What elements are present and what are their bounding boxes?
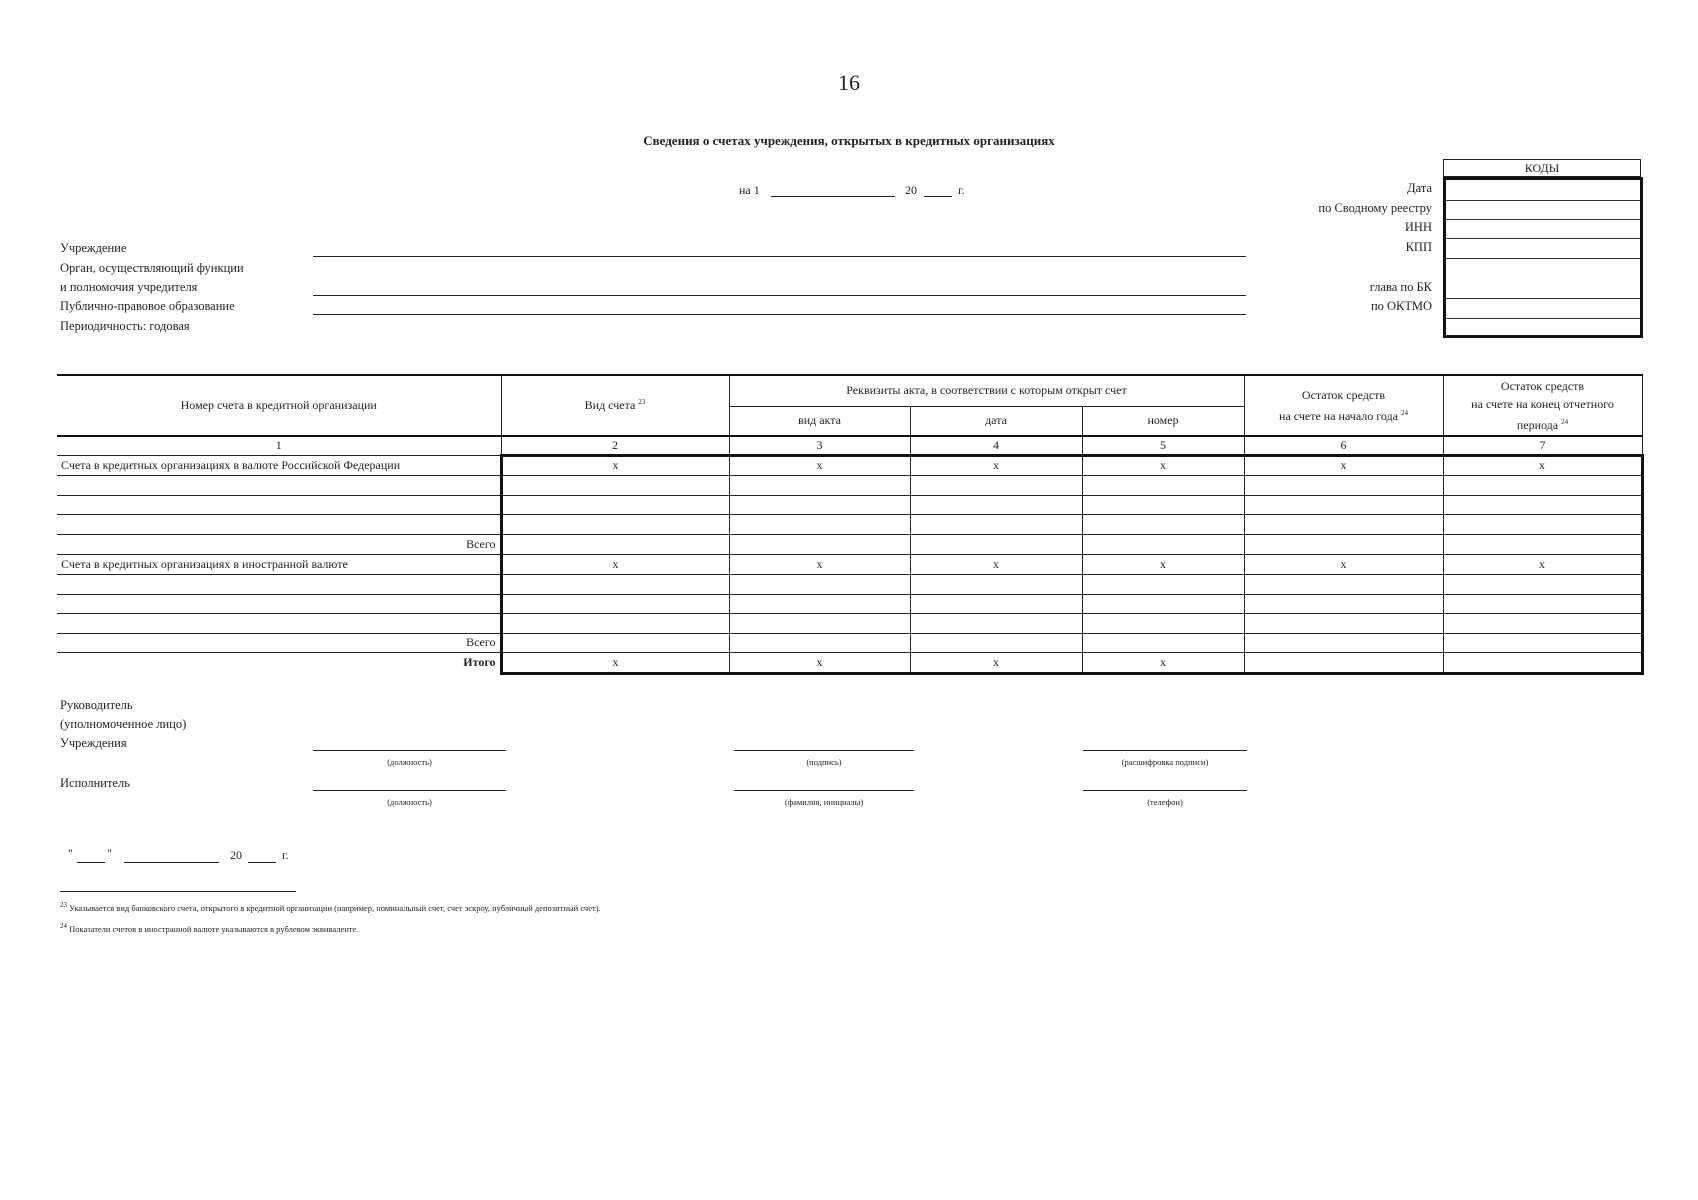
head-signature-line[interactable] xyxy=(734,750,914,751)
label-founder-1: Орган, осуществляющий функции xyxy=(60,261,244,275)
table-row xyxy=(57,554,1642,574)
table-cell[interactable] xyxy=(501,633,729,652)
table-cell[interactable] xyxy=(57,475,501,495)
table-cell[interactable] xyxy=(729,633,910,652)
code-cell-registry[interactable] xyxy=(1446,200,1640,220)
codes-box xyxy=(1443,177,1643,338)
label-head-2: (уполномоченное лицо) xyxy=(60,717,187,731)
header-act-number: номер xyxy=(1082,406,1244,436)
table-cell[interactable] xyxy=(1082,534,1244,554)
header-balance-end: Остаток средств на счете на конец отчетного периода $^{24}$ xyxy=(1443,375,1642,436)
head-decoding-line[interactable] xyxy=(1083,750,1247,751)
table-cell[interactable] xyxy=(1244,495,1443,514)
table-cell[interactable] xyxy=(57,613,501,633)
as-of-prefix: на 1 xyxy=(739,183,760,197)
header-balance-start: Остаток средств на счете на начало года $^{24}$ xyxy=(1244,375,1443,436)
table-cell[interactable] xyxy=(1082,514,1244,534)
x-mark: х xyxy=(729,652,910,673)
date-year-line[interactable] xyxy=(248,862,276,863)
label-bk-chapter: глава по БК xyxy=(1369,280,1432,294)
table-cell[interactable] xyxy=(501,574,729,594)
as-of-year-suffix: г. xyxy=(958,183,965,197)
x-mark: х xyxy=(910,652,1082,673)
label-inn: ИНН xyxy=(1404,220,1432,234)
table-cell[interactable] xyxy=(501,534,729,554)
x-mark: х xyxy=(501,554,729,574)
public-entity-field[interactable] xyxy=(313,314,1246,315)
document-title: Сведения о счетах учреждения, открытых в кредитных организациях xyxy=(643,133,1055,148)
table-cell[interactable] xyxy=(501,514,729,534)
table-row xyxy=(57,534,1642,554)
table-cell[interactable] xyxy=(1244,514,1443,534)
table-cell[interactable] xyxy=(57,495,501,514)
table-cell[interactable] xyxy=(729,613,910,633)
subtotal-fx-label: Всего xyxy=(57,633,501,652)
date-quote-close: " xyxy=(107,846,112,860)
table-cell[interactable] xyxy=(1443,633,1642,652)
table-cell[interactable] xyxy=(729,534,910,554)
table-cell[interactable] xyxy=(1443,574,1642,594)
header-account-number: Номер счета в кредитной организации xyxy=(57,375,501,436)
executor-name-line[interactable] xyxy=(734,790,914,791)
date-year-suffix: г. xyxy=(282,848,289,862)
label-oktmo: по ОКТМО xyxy=(1370,299,1432,313)
header-act-details: Реквизиты акта, в соответствии с которым открыт счет xyxy=(729,375,1244,406)
table-cell[interactable] xyxy=(1443,514,1642,534)
header-act-kind: вид акта xyxy=(729,406,910,436)
table-cell[interactable] xyxy=(57,574,501,594)
x-mark: х xyxy=(501,455,729,475)
code-cell-bk-chapter[interactable] xyxy=(1446,258,1640,299)
label-kpp: КПП xyxy=(1405,240,1432,254)
table-row xyxy=(57,594,1642,613)
table-cell[interactable] xyxy=(729,495,910,514)
table-cell[interactable] xyxy=(57,514,501,534)
colnum-3: 3 xyxy=(729,436,910,455)
table-cell[interactable] xyxy=(910,475,1082,495)
table-cell[interactable] xyxy=(501,495,729,514)
table-cell[interactable] xyxy=(729,475,910,495)
code-cell-oktmo[interactable] xyxy=(1446,298,1640,319)
caption-phone: (телефон) xyxy=(1147,797,1183,807)
x-mark: х xyxy=(1443,455,1642,475)
executor-phone-line[interactable] xyxy=(1083,790,1247,791)
table-cell[interactable] xyxy=(1082,594,1244,613)
table-cell[interactable] xyxy=(910,574,1082,594)
header-account-type: Вид счета $^{23}$ xyxy=(501,375,729,436)
table-cell[interactable] xyxy=(1082,574,1244,594)
table-cell[interactable] xyxy=(1082,633,1244,652)
founder-field[interactable] xyxy=(313,295,1246,296)
table-row xyxy=(57,613,1642,633)
caption-name: (фамилия, инициалы) xyxy=(784,797,864,807)
date-year-prefix: 20 xyxy=(230,848,242,862)
table-cell[interactable] xyxy=(1244,534,1443,554)
x-mark: х xyxy=(1082,652,1244,673)
table-row xyxy=(57,475,1642,495)
label-date: Дата xyxy=(1407,181,1432,195)
table-cell[interactable] xyxy=(1244,633,1443,652)
codes-header: КОДЫ xyxy=(1443,159,1641,177)
section-fx-label: Счета в кредитных организациях в иностранной валюте xyxy=(57,554,501,574)
table-row xyxy=(57,514,1642,534)
label-head-3: Учреждения xyxy=(60,736,127,750)
table-cell[interactable] xyxy=(729,514,910,534)
table-cell[interactable] xyxy=(1082,613,1244,633)
table-cell[interactable] xyxy=(1244,574,1443,594)
code-cell-date[interactable] xyxy=(1446,180,1640,201)
table-cell[interactable] xyxy=(910,534,1082,554)
date-quote-open: " xyxy=(68,846,73,860)
table-cell[interactable] xyxy=(1443,495,1642,514)
table-cell[interactable] xyxy=(57,594,501,613)
x-mark: х xyxy=(1082,554,1244,574)
date-month-line[interactable] xyxy=(124,862,219,863)
x-mark: х xyxy=(1244,455,1443,475)
label-executor: Исполнитель xyxy=(60,776,130,790)
table-cell[interactable] xyxy=(1443,534,1642,554)
colnum-7: 7 xyxy=(1443,436,1642,455)
as-of-month-line xyxy=(771,196,895,197)
table-cell[interactable] xyxy=(910,613,1082,633)
subtotal-rub-label: Всего xyxy=(57,534,501,554)
x-mark: х xyxy=(1443,554,1642,574)
label-registry: по Сводному реестру xyxy=(1318,201,1432,215)
page-number: 16 xyxy=(838,70,860,95)
label-periodicity: Периодичность: годовая xyxy=(60,319,190,333)
table-cell[interactable] xyxy=(910,633,1082,652)
table-row xyxy=(57,652,1642,673)
table-cell[interactable] xyxy=(501,475,729,495)
footnote-23: $^{23}$ Указывается вид банковского счета, открытого в кредитной организации (например, номинальный счет, счет эскроу, публичный депозитный счет). xyxy=(60,901,601,913)
executor-position-line[interactable] xyxy=(313,790,506,791)
x-mark: х xyxy=(1082,455,1244,475)
table-row xyxy=(57,455,1642,475)
label-founder-2: и полномочия учредителя xyxy=(60,280,198,294)
table-cell[interactable] xyxy=(910,495,1082,514)
as-of-year-prefix: 20 xyxy=(905,183,917,197)
as-of-year-line xyxy=(924,196,952,197)
header-act-date: дата xyxy=(910,406,1082,436)
date-day-line[interactable] xyxy=(77,862,105,863)
colnum-2: 2 xyxy=(501,436,729,455)
x-mark: х xyxy=(1244,554,1443,574)
colnum-6: 6 xyxy=(1244,436,1443,455)
table-cell[interactable] xyxy=(1244,594,1443,613)
x-mark: х xyxy=(501,652,729,673)
caption-decoding: (расшифровка подписи) xyxy=(1121,757,1209,767)
table-cell[interactable] xyxy=(1244,475,1443,495)
caption-signature: (подпись) xyxy=(806,757,842,767)
table-cell[interactable] xyxy=(1244,652,1443,673)
code-cell-inn[interactable] xyxy=(1446,219,1640,239)
table-cell[interactable] xyxy=(729,594,910,613)
table-cell[interactable] xyxy=(1082,495,1244,514)
table-cell[interactable] xyxy=(1443,652,1642,673)
table-row xyxy=(57,495,1642,514)
x-mark: х xyxy=(910,455,1082,475)
table-row xyxy=(57,633,1642,652)
code-cell-kpp[interactable] xyxy=(1446,238,1640,259)
table-cell[interactable] xyxy=(1443,594,1642,613)
head-position-line[interactable] xyxy=(313,750,506,751)
caption-position: (должность) xyxy=(387,757,432,767)
table-row xyxy=(57,574,1642,594)
table-cell[interactable] xyxy=(910,514,1082,534)
label-institution: Учреждение xyxy=(60,241,127,255)
colnum-4: 4 xyxy=(910,436,1082,455)
footnote-divider xyxy=(60,891,296,892)
x-mark: х xyxy=(729,554,910,574)
accounts-table xyxy=(57,374,1644,675)
institution-field[interactable] xyxy=(313,256,1246,257)
table-cell[interactable] xyxy=(729,574,910,594)
section-rub-label: Счета в кредитных организациях в валюте Российской Федерации xyxy=(57,455,501,475)
label-public-entity: Публично-правовое образование xyxy=(60,299,235,313)
table-cell[interactable] xyxy=(1244,613,1443,633)
footnote-24: $^{24}$ Показатели счетов в иностранной валюте указываются в рублевом эквиваленте. xyxy=(60,922,359,934)
x-mark: х xyxy=(729,455,910,475)
table-cell[interactable] xyxy=(1443,475,1642,495)
table-cell[interactable] xyxy=(501,594,729,613)
colnum-5: 5 xyxy=(1082,436,1244,455)
x-mark: х xyxy=(910,554,1082,574)
table-cell[interactable] xyxy=(910,594,1082,613)
colnum-1: 1 xyxy=(57,436,501,455)
table-cell[interactable] xyxy=(501,613,729,633)
label-head-1: Руководитель xyxy=(60,698,133,712)
table-cell[interactable] xyxy=(1082,475,1244,495)
caption-position-2: (должность) xyxy=(387,797,432,807)
table-cell[interactable] xyxy=(1443,613,1642,633)
total-label: Итого xyxy=(57,652,501,673)
